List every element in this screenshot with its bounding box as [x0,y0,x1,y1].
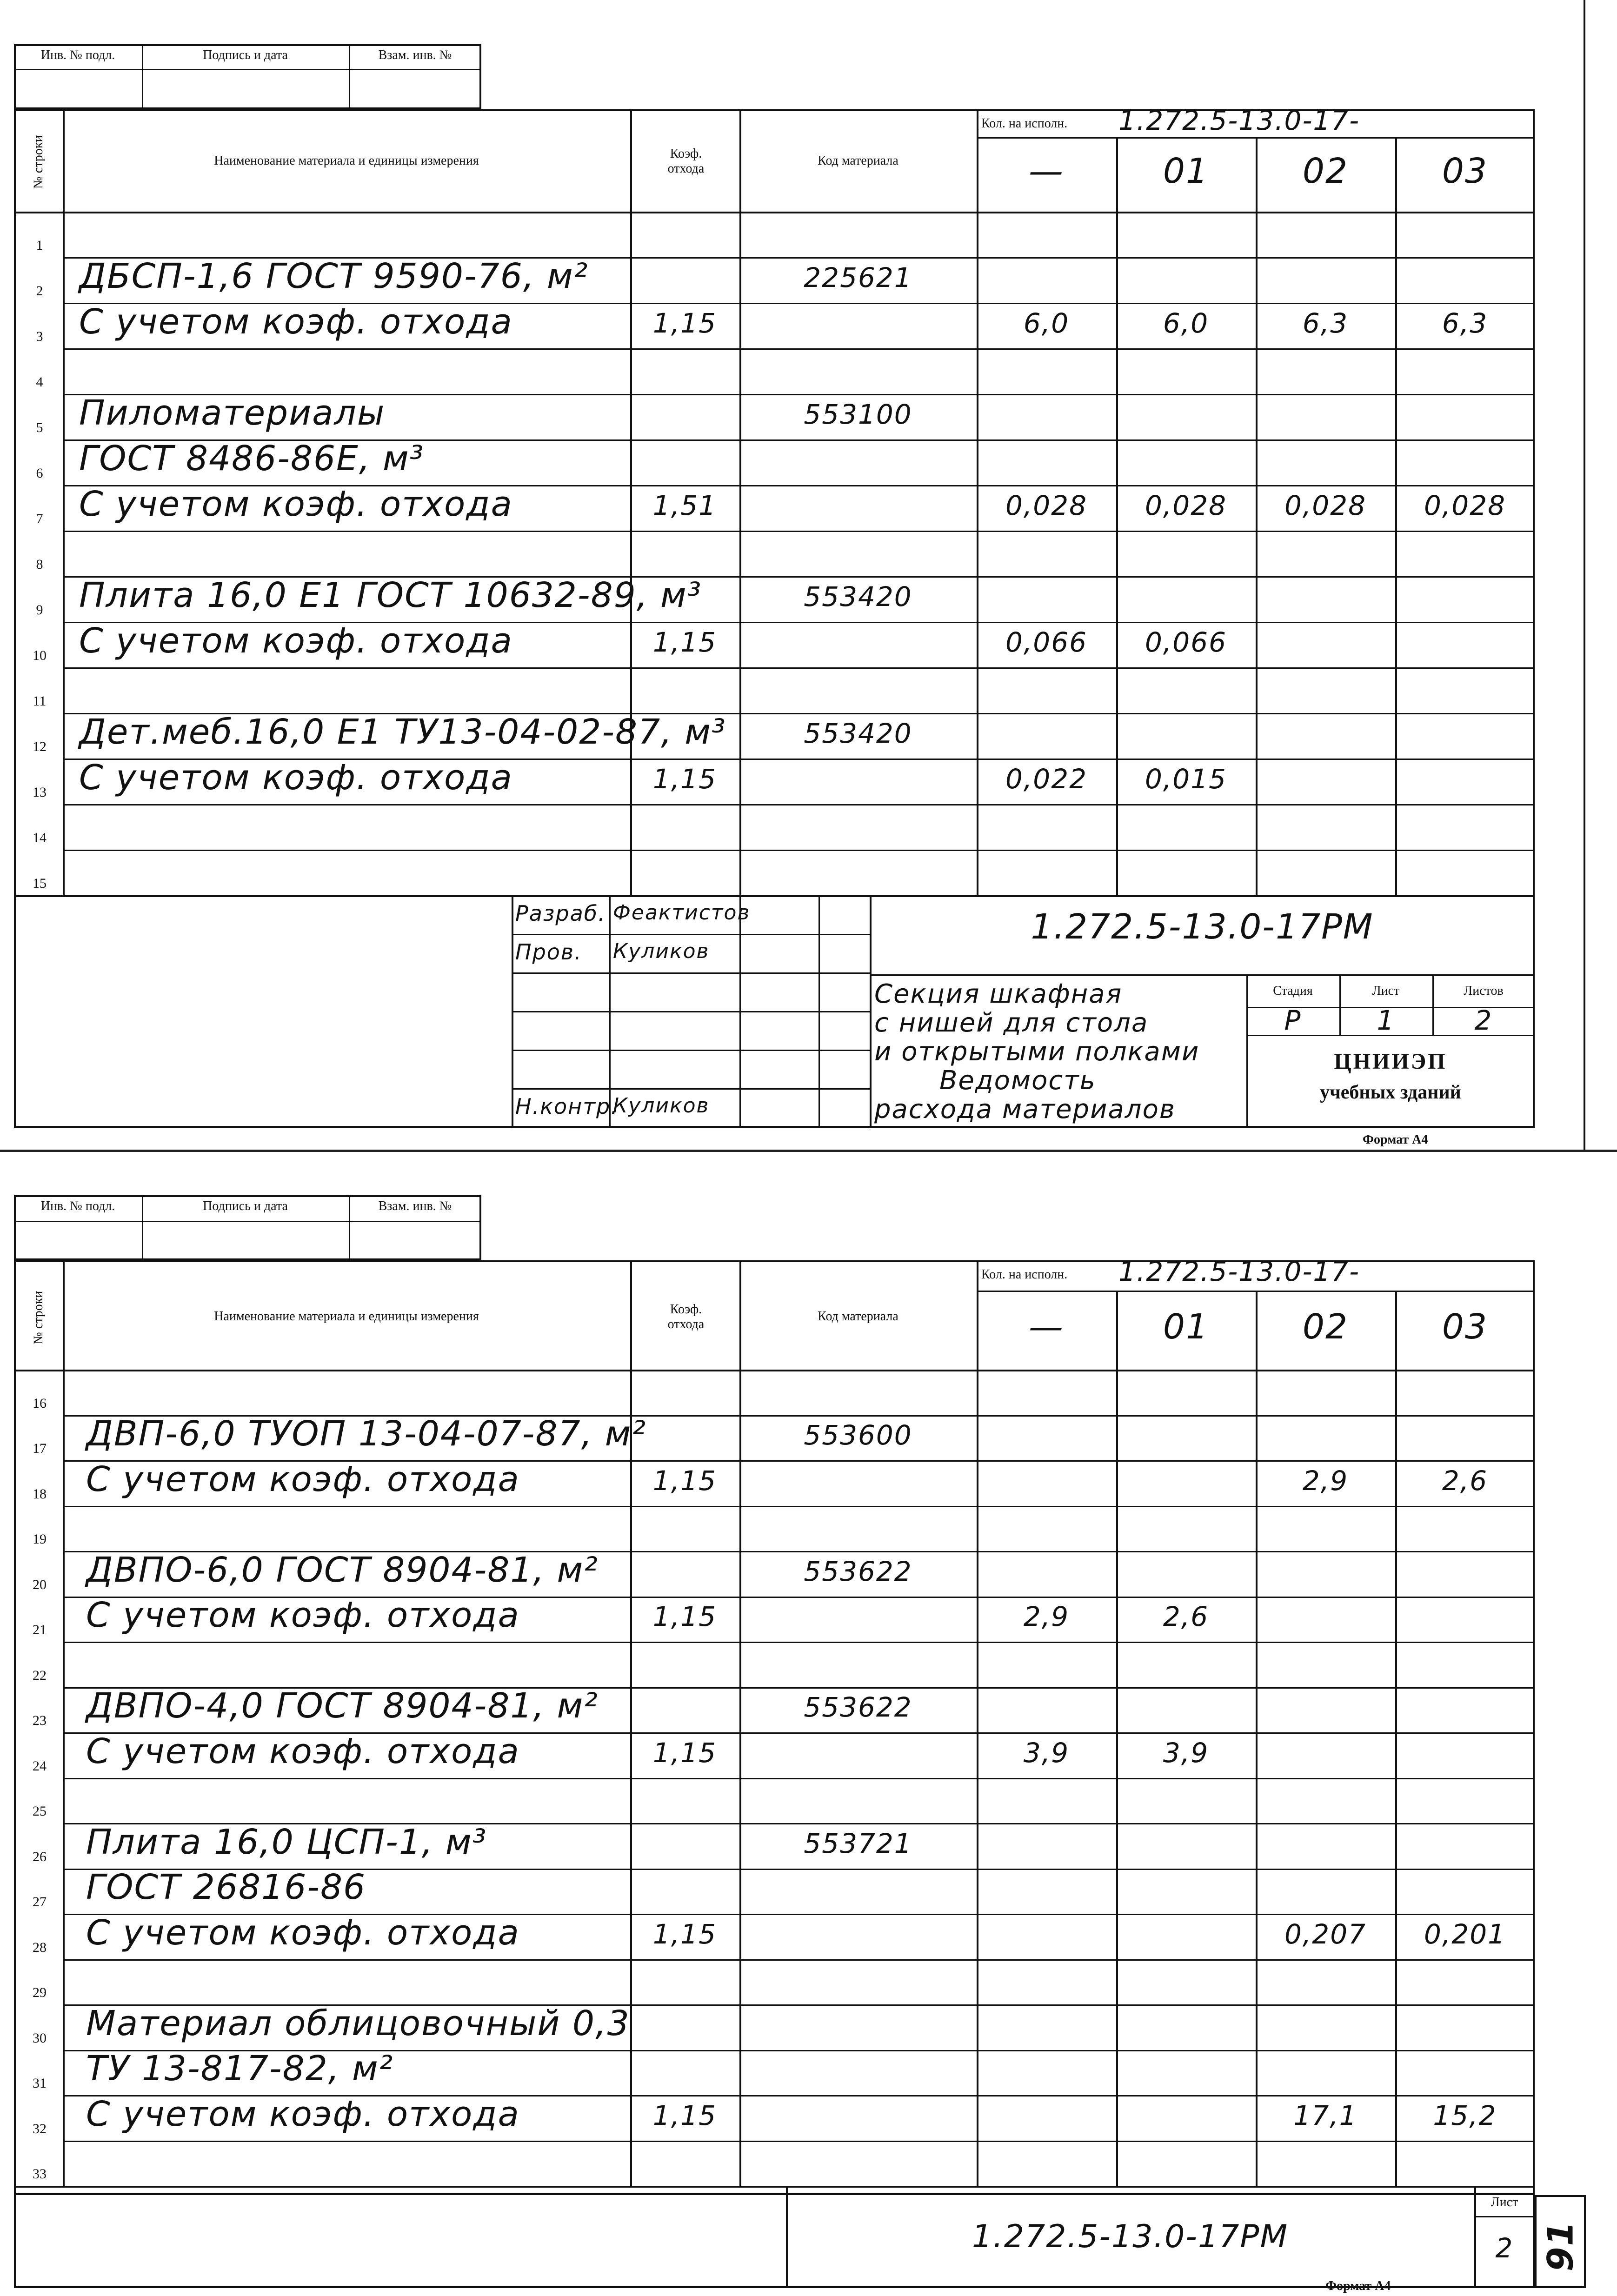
name-header-2: Наименование материала и единицы измерения [214,1309,479,1324]
qty-header: Кол. на исполн. [981,116,1068,131]
stage-header: Стадия [1273,984,1313,998]
material-name: ГОСТ 26816-86 [86,1867,366,1907]
row-number: 3 [36,329,43,344]
quantity-value: 6,3 [1302,307,1349,339]
row-line [63,1959,1535,1961]
coef-value: 1,15 [652,763,717,795]
material-name: Плита 16,0 Е1 ГОСТ 10632-89, м³ [79,575,702,615]
material-name: С учетом коэф. отхода [79,484,513,524]
quantity-value: 3,9 [1023,1737,1070,1769]
coef-value: 1,15 [652,626,717,658]
page-number: 91 [1539,2220,1581,2272]
row-line [63,1506,1535,1507]
org-sub: учебных зданий [1320,1082,1461,1103]
vzam-label-2: Взам. инв. № [378,1199,452,1213]
material-code: 553622 [804,1691,912,1723]
row-number: 16 [33,1395,47,1411]
row-number: 24 [33,1758,47,1774]
row-number: 28 [33,1939,47,1955]
podpis-label: Подпись и дата [203,48,288,62]
name-header: Наименование материала и единицы измерения [214,153,479,168]
variant-02-2: 02 [1302,1307,1349,1347]
coef-value: 1,15 [652,1918,717,1950]
coef-value: 1,51 [652,490,717,521]
stamp-role: Пров. [515,939,582,965]
row-number: 8 [36,557,43,572]
row-number: 15 [33,876,47,891]
row-number: 20 [33,1577,47,1592]
material-name: С учетом коэф. отхода [79,758,513,798]
row-number: 12 [33,739,47,754]
material-name: С учетом коэф. отхода [86,1731,520,1771]
material-name: ТУ 13-817-82, м² [86,2049,394,2089]
sheets-header: Листов [1464,984,1504,998]
quantity-value: 0,028 [1145,490,1227,521]
row-number: 13 [33,785,47,800]
coef-value: 1,15 [652,2099,717,2131]
material-name: С учетом коэф. отхода [86,1459,520,1499]
row-number: 9 [36,602,43,618]
row-number: 5 [36,420,43,435]
row-number: 26 [33,1849,47,1864]
material-name: Материал облицовочный 0,3 [86,2003,630,2043]
stamp-person: Куликов [613,939,710,963]
coef-value: 1,15 [652,1737,717,1769]
material-name: С учетом коэф. отхода [86,1912,520,1953]
row-number: 17 [33,1441,47,1456]
material-code: 553420 [804,718,912,749]
quantity-value: 0,207 [1284,1918,1367,1950]
row-number: 31 [33,2076,47,2091]
row-number: 29 [33,1985,47,2000]
row-number: 33 [33,2166,47,2182]
org-name: ЦНИИЭП [1334,1049,1447,1074]
variant-02: 02 [1302,151,1349,191]
doc-code-header: 1.272.5-13.0-17- [1118,105,1360,136]
stage-value: Р [1284,1005,1302,1036]
sheet-value-2: 2 [1495,2232,1514,2264]
variant-03: 03 [1442,151,1488,191]
sheet-value: 1 [1377,1005,1395,1036]
row-number: 30 [33,2030,47,2046]
row-number: 14 [33,830,47,845]
code-header: Код материала [818,153,898,168]
code-header-2: Код материала [818,1309,898,1324]
quantity-value: 3,9 [1163,1737,1209,1769]
inv-label-2: Инв. № подл. [40,1199,115,1213]
stamp-title-line: с нишей для стола [874,1008,1149,1038]
quantity-value: 2,6 [1442,1464,1488,1497]
quantity-value: 15,2 [1433,2099,1497,2131]
material-name: С учетом коэф. отхода [79,621,513,661]
row-number: 7 [36,511,43,526]
variant-03-2: 03 [1442,1307,1488,1347]
stamp-person: Куликов [613,1094,710,1118]
coef-value: 1,15 [652,307,717,339]
material-code: 553100 [804,399,912,430]
row-no-header: № строки [31,135,46,189]
row-number: 11 [33,693,47,709]
material-name: С учетом коэф. отхода [86,1595,520,1635]
material-code: 553600 [804,1419,912,1451]
format-label-1: Формат А4 [1363,1132,1428,1147]
material-name: ДБСП-1,6 ГОСТ 9590-76, м² [79,256,589,296]
row-number: 18 [33,1486,47,1502]
material-name: Дет.меб.16,0 Е1 ТУ13-04-02-87, м³ [79,712,726,752]
coef-header: Коэф. отхода [667,146,705,176]
stamp-role: Н.контр. [515,1094,619,1119]
variant-dash: — [1029,151,1064,191]
material-name: С учетом коэф. отхода [86,2094,520,2134]
row-line [63,1778,1535,1779]
material-name: ГОСТ 8486-86Е, м³ [79,439,425,479]
row-number: 2 [36,283,43,299]
coef-value: 1,15 [652,1601,717,1632]
quantity-value: 6,0 [1163,307,1209,339]
quantity-value: 0,201 [1424,1918,1506,1950]
quantity-value: 0,028 [1005,490,1088,521]
stamp-person: Феактистов [613,901,751,925]
row-number: 10 [33,648,47,663]
material-name: ДВПО-6,0 ГОСТ 8904-81, м² [86,1550,599,1590]
stamp-title-line: расхода материалов [874,1094,1176,1125]
stamp-doc-1: 1.272.5-13.0-17РМ [1031,907,1374,947]
row-number: 27 [33,1894,47,1910]
quantity-value: 0,015 [1145,763,1227,795]
quantity-value: 2,6 [1163,1601,1209,1632]
quantity-value: 0,066 [1005,626,1088,658]
material-name: Плита 16,0 ЦСП-1, м³ [86,1822,487,1862]
coef-value: 1,15 [652,1464,717,1497]
sheet-header: Лист [1372,984,1400,998]
vzam-label: Взам. инв. № [378,48,452,62]
variant-dash-2: — [1029,1307,1064,1347]
quantity-value: 17,1 [1293,2099,1357,2131]
material-code: 553420 [804,581,912,612]
qty-header-2: Кол. на исполн. [981,1267,1068,1282]
variant-01-2: 01 [1163,1307,1209,1347]
podpis-label-2: Подпись и дата [203,1199,288,1213]
quantity-value: 2,9 [1023,1601,1070,1632]
sheet-header-2: Лист [1491,2195,1518,2209]
stamp-title-line: и открытыми полками [874,1037,1200,1067]
row-number: 32 [33,2121,47,2136]
stamp-title-line: Ведомость [939,1065,1096,1096]
material-code: 225621 [804,262,912,293]
inv-label: Инв. № подл. [40,48,115,62]
doc-code-header-2: 1.272.5-13.0-17- [1118,1256,1360,1287]
material-code: 553622 [804,1555,912,1587]
row-number: 22 [33,1667,47,1683]
stamp-doc-2: 1.272.5-13.0-17РМ [972,2218,1289,2255]
row-number: 1 [36,238,43,253]
quantity-value: 0,028 [1424,490,1506,521]
row-number: 25 [33,1804,47,1819]
row-line [63,1642,1535,1643]
row-line [63,2141,1535,2142]
coef-header-2: Коэф. отхода [667,1302,705,1331]
row-no-header-2: № строки [31,1291,46,1344]
material-name: С учетом коэф. отхода [79,302,513,342]
sheets-value: 2 [1474,1005,1493,1036]
material-code: 553721 [804,1827,912,1859]
format-label-2: Формат А4 [1325,2279,1391,2293]
quantity-value: 0,022 [1005,763,1088,795]
quantity-value: 0,028 [1284,490,1367,521]
row-number: 21 [33,1622,47,1637]
quantity-value: 6,3 [1442,307,1488,339]
quantity-value: 6,0 [1023,307,1070,339]
row-number: 4 [36,374,43,390]
row-number: 19 [33,1531,47,1547]
material-name: ДВПО-4,0 ГОСТ 8904-81, м² [86,1686,599,1726]
row-number: 6 [36,466,43,481]
material-name: ДВП-6,0 ТУОП 13-04-07-87, м² [86,1414,647,1454]
material-name: Пиломатериалы [79,393,386,433]
stamp-role: Разраб. [515,901,606,926]
stamp-title-line: Секция шкафная [874,979,1123,1009]
row-number: 23 [33,1713,47,1728]
quantity-value: 2,9 [1302,1464,1349,1497]
quantity-value: 0,066 [1145,626,1227,658]
variant-01: 01 [1163,151,1209,191]
